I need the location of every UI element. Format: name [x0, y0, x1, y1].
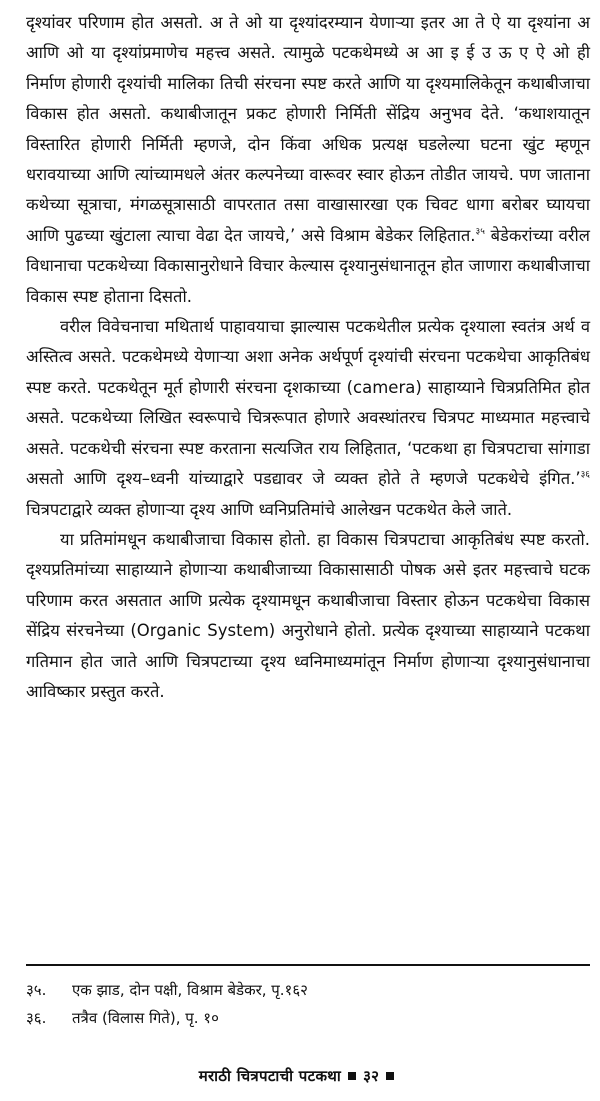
footnote-ref-36: ३६	[580, 470, 590, 481]
footnote-35	[26, 976, 590, 1004]
paragraph-2-text: वरील विवेचनाचा मथितार्थ पाहावयाचा झाल्यास पटकथेतील प्रत्येक दृश्याला स्वतंत्र अर्थ व अस्तित्व असते. पटकथेमध्ये येणाऱ्या अशा अनेक अर्थपूर्ण दृश्यांची संरचना पटकथेचा आकृतिबंध स्पष्ट करते. पटकथेतून मूर्त होणारी संरचना दृशकाच्या (camera) साहाय्याने चित्रप्रतिमित होत असते. पटकथेच्या लिखित स्वरूपाचे चित्ररूपात होणारे अवस्थांतरच चित्रपट माध्यमात महत्त्वाचे असते. पटकथेची संरचना स्पष्ट करताना सत्यजित राय लिहितात, ‘पटकथा हा चित्रपटाचा सांगाडा असतो आणि दृश्य–ध्वनी यांच्याद्वारे पडद्यावर जे व्यक्त होते ते म्हणजे पटकथेचे इंगित.’	[26, 317, 590, 489]
page-footer	[0, 1066, 600, 1086]
body-text	[26, 8, 590, 707]
paragraph-3	[26, 525, 590, 707]
footnote-text: तत्रैव (विलास गिते), पृ. १०	[72, 1009, 219, 1027]
square-bullet-icon	[348, 1072, 356, 1080]
paragraph-1	[26, 8, 590, 312]
paragraph-3-text: या प्रतिमांमधून कथाबीजाचा विकास होतो. हा विकास चित्रपटाचा आकृतिबंध स्पष्ट करतो. दृश्यप्रतिमांच्या साहाय्याने होणाऱ्या कथाबीजाच्या विकासासाठी पोषक असे इतर महत्त्वाचे घटक परिणाम करत असतात आणि प्रत्येक दृश्यामधून कथाबीजाचा विस्तार होऊन पटकथेचा विकास सेंद्रिय संरचनेच्या (Organic System) अनुरोधाने होतो. प्रत्येक दृश्याच्या साहाय्याने पटकथा गतिमान होत जाते आणि चित्रपटाच्या दृश्य ध्वनिमाध्यमांतून निर्माण होणाऱ्या दृश्यानुसंधानाचा आविष्कार प्रस्तुत करते.	[26, 529, 590, 701]
footnote-number: ३६.	[26, 1009, 47, 1027]
paragraph-1-text: दृश्यांवर परिणाम होत असतो. अ ते ओ या दृश्यांदरम्यान येणाऱ्या इतर आ ते ऐ या दृश्यांना अ आणि ओ या दृश्यांप्रमाणेच महत्त्व असते. त्यामुळे पटकथेमध्ये अ आ इ ई उ ऊ ए ऐ ओ ही निर्माण होणारी दृश्यांची मालिका तिची संरचना स्पष्ट करते आणि या दृश्यमालिकेतून कथाबीजाचा विकास होत असतो. कथाबीजातून प्रकट होणारी निर्मिती सेंद्रिय अनुभव देते. ‘कथाशयातून विस्तारित होणारी निर्मिती म्हणजे, दोन किंवा अधिक प्रत्यक्ष घडलेल्या घटना खुंट म्हणून धरावयाच्या आणि त्यांच्यामधले अंतर कल्पनेच्या वारूवर स्वार होऊन तोडीत जायचे. पण जाताना कथेच्या सूत्राचा, मंगळसूत्रासाठी वापरतात तसा वाखासारखा एक चिवट धागा बरोबर घ्यायचा आणि पुढच्या खुंटाला त्याचा वेढा देत जायचे,’ असे विश्राम बेडेकर लिहितात.	[26, 13, 590, 245]
paragraph-2-text-after: चित्रपटाद्वारे व्यक्त होणाऱ्या दृश्य आणि ध्वनिप्रतिमांचे आलेखन पटकथेत केले जाते.	[26, 499, 513, 519]
page-number: ३२	[363, 1067, 380, 1085]
paragraph-1-text-after: बेडेकरांच्या वरील विधानाचा पटकथेच्या विकासानुरोधाने विचार केल्यास दृश्यानुसंधानातून होत जाणारा कथाबीजाचा विकास स्पष्ट होताना दिसतो.	[26, 225, 591, 306]
footnote-divider	[26, 964, 590, 966]
footnote-number: ३५.	[26, 981, 47, 999]
footnote-36	[26, 1004, 590, 1032]
footnotes	[26, 976, 590, 1032]
footer-book-title: मराठी चित्रपटाची पटकथा	[198, 1067, 342, 1085]
paragraph-2	[26, 312, 590, 525]
footnote-text: एक झाड, दोन पक्षी, विश्राम बेडेकर, पृ.१६२	[72, 981, 308, 999]
square-bullet-icon	[386, 1072, 394, 1080]
footnote-ref-35: ३५	[475, 226, 485, 237]
